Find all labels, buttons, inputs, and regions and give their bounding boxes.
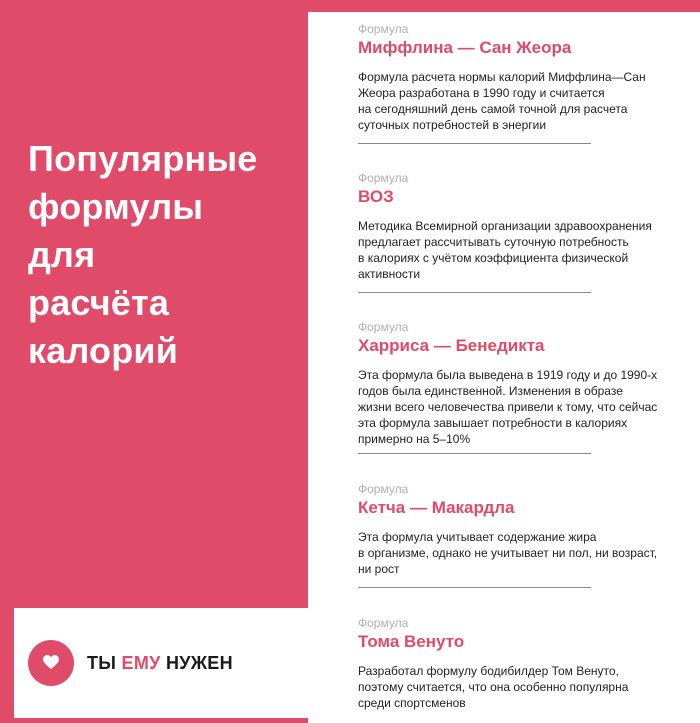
formula-description bbox=[358, 529, 688, 577]
page-title bbox=[28, 135, 298, 375]
description-line: эта формула завышает потребности в калориях bbox=[358, 416, 628, 430]
formula-entry-venuto bbox=[358, 616, 688, 711]
formula-name: Тома Венуто bbox=[358, 632, 465, 651]
description-line: среди спортсменов bbox=[358, 696, 466, 710]
description-line: поэтому считается, что она особенно популярна bbox=[358, 680, 629, 694]
formula-description bbox=[358, 218, 688, 282]
divider bbox=[358, 453, 591, 454]
formula-name: Кетча — Макардла bbox=[358, 498, 515, 517]
title-line: для bbox=[28, 234, 96, 275]
formula-description bbox=[358, 69, 688, 133]
description-line: Жеора разработана в 1990 году и считается bbox=[358, 86, 605, 100]
logo-badge bbox=[28, 640, 74, 686]
description-line: Разработал формулу бодибилдер Том Венуто, bbox=[358, 664, 619, 678]
formula-entry-katch-mcardle bbox=[358, 482, 688, 577]
description-line: в калориях с учётом коэффициента физической bbox=[358, 251, 629, 265]
formula-label: Формула bbox=[358, 171, 409, 185]
title-line: калорий bbox=[28, 330, 179, 371]
title-line: формулы bbox=[28, 186, 204, 227]
brand-part-1: ТЫ bbox=[87, 653, 122, 673]
heart-icon bbox=[43, 655, 59, 670]
divider bbox=[358, 143, 591, 144]
formula-description bbox=[358, 367, 688, 447]
formula-entry-who bbox=[358, 171, 688, 282]
formula-label: Формула bbox=[358, 616, 409, 630]
description-line: в организме, однако не учитывает ни пол, ни возраст, bbox=[358, 546, 658, 560]
description-line: Эта формула учитывает содержание жира bbox=[358, 530, 597, 544]
formula-entry-mifflin bbox=[358, 22, 688, 133]
formula-name: ВОЗ bbox=[358, 187, 394, 206]
formula-label: Формула bbox=[358, 22, 409, 36]
divider bbox=[358, 587, 591, 588]
brand-part-3: НУЖЕН bbox=[160, 653, 233, 673]
title-line: расчёта bbox=[28, 282, 170, 323]
description-line: примерно на 5–10% bbox=[358, 432, 471, 446]
brand-logo bbox=[87, 653, 233, 673]
description-line: Эта формула была выведена в 1919 году и до 1990-х bbox=[358, 368, 658, 382]
description-line: Формула расчета нормы калорий Миффлина—Сан bbox=[358, 70, 646, 84]
description-line: активности bbox=[358, 267, 421, 281]
description-line: Методика Всемирной организации здравоохранения bbox=[358, 219, 652, 233]
formula-description bbox=[358, 663, 688, 711]
brand-part-2: ЕМУ bbox=[121, 653, 161, 673]
title-line: Популярные bbox=[28, 138, 258, 179]
description-line: на сегодняшний день самой точной для расчета bbox=[358, 102, 628, 116]
formula-name: Миффлина — Сан Жеора bbox=[358, 38, 572, 57]
formula-entry-harris-benedict bbox=[358, 320, 688, 447]
description-line: ни рост bbox=[358, 562, 400, 576]
description-line: суточных потребностей в энергии bbox=[358, 118, 547, 132]
description-line: жизни всего человечества привели к тому, что сейчас bbox=[358, 400, 658, 414]
description-line: годов была единственной. Изменения в образе bbox=[358, 384, 623, 398]
divider bbox=[358, 292, 591, 293]
description-line: предлагает рассчитывать суточную потребность bbox=[358, 235, 629, 249]
formula-label: Формула bbox=[358, 320, 409, 334]
formula-label: Формула bbox=[358, 482, 409, 496]
formula-name: Харриса — Бенедикта bbox=[358, 336, 545, 355]
